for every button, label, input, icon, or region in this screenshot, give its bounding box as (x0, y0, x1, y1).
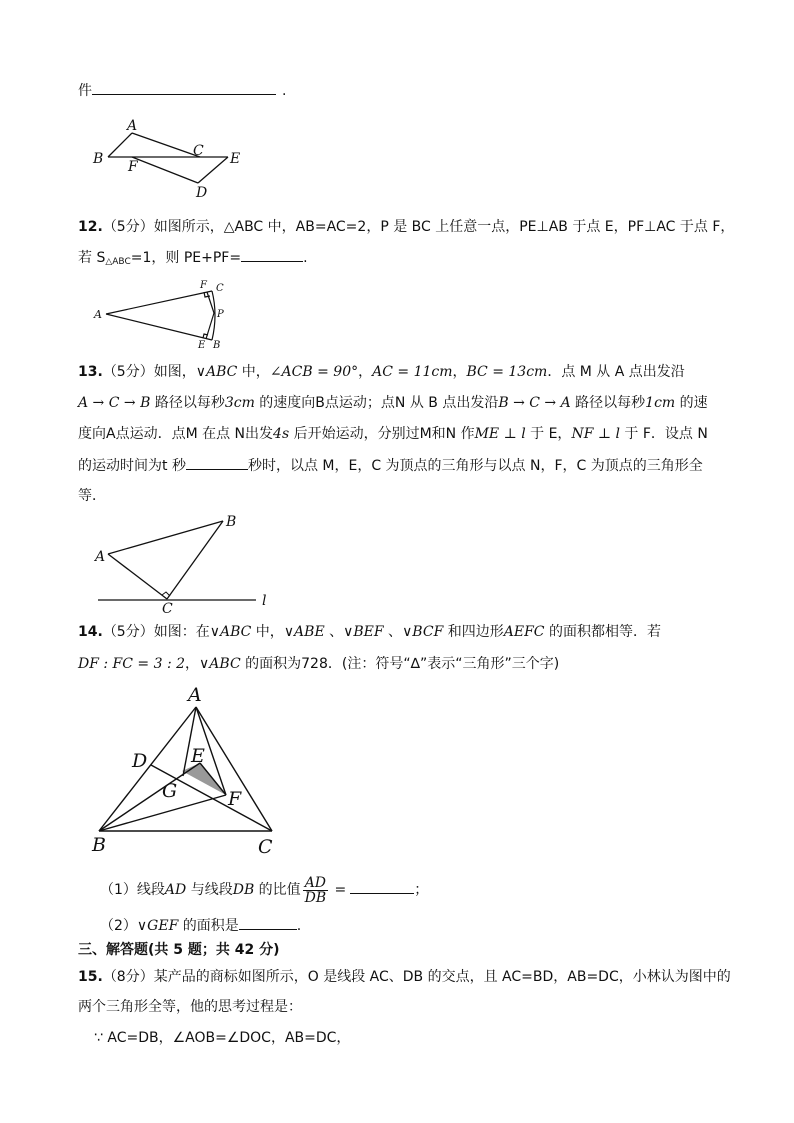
q13-line4 (78, 455, 703, 476)
q13-l4a: 的运动时间为t 秒 (78, 458, 186, 474)
q13-l4b: 秒时，以点 M，E，C 为顶点的三角形与以点 N，F，C 为顶点的三角形全 (247, 458, 703, 474)
q14-tri-bcf: ∨BCF (402, 624, 444, 640)
q14-l1c: 、 (324, 624, 344, 640)
q13-l1a: 如图， (153, 364, 196, 380)
q13-l3c: 于 E， (525, 426, 572, 442)
figure-q14 (90, 683, 290, 858)
fig14-label-d: D (132, 750, 148, 772)
q15-text3: ∵ AC=DB，∠AOB=∠DOC，AB=DC， (94, 1030, 351, 1046)
q14-l1d: 、 (383, 624, 403, 640)
q14-fraction-num: AD (304, 874, 327, 891)
q14-sub1-ad: AD (164, 882, 187, 898)
q14-sub1-eq: = (330, 882, 347, 898)
q12-text1: 如图所示，△ABC 中，AB=AC=2，P 是 BC 上任意一点，PE⊥AB 于点 E，PF⊥AC 于点 F， (153, 219, 735, 235)
q11-answer-line (78, 80, 286, 101)
fig11-label-c: C (193, 143, 204, 159)
fig11-label-d: D (196, 185, 208, 201)
fig11-label-a: A (127, 118, 138, 134)
q14-sub1a: （1）线段 (100, 882, 165, 898)
q14-sub1b: 与线段 (186, 882, 233, 898)
q13-l2b: 的速度向B点运动；点N 从 B 点出发沿 (254, 395, 499, 411)
q14-area: 728 (301, 656, 328, 672)
q14-ratio: DF : FC = 3 : 2 (78, 656, 186, 672)
fig12-label-p: P (217, 309, 224, 320)
q13-l3d: 于 F．设点 N (619, 426, 708, 442)
q14-tri-abe: ∨ABE (283, 624, 325, 640)
fig13-label-l: l (262, 593, 267, 609)
fig13-label-a: A (95, 549, 106, 565)
q12-line2 (78, 247, 308, 272)
fig12-label-e: E (198, 340, 206, 351)
q14-l1a: 如图：在 (153, 624, 210, 640)
q14-l1e: 和四边形 (443, 624, 504, 640)
q12-text2-suffix: . (303, 250, 308, 266)
q14-sub1c: 的比值 (254, 882, 301, 898)
q13-l1d: ， (452, 364, 467, 380)
q14-line2 (78, 654, 559, 674)
q13-l1e: ．点 M 从 A 点出发沿 (547, 364, 685, 380)
section3-title: 三、解答题(共 5 题；共 42 分) (78, 942, 280, 958)
q13-l3a: 度向A点运动．点M 在点 N出发 (78, 426, 274, 442)
q14-fraction (303, 876, 328, 905)
q15-score: （8分） (102, 969, 154, 985)
q13-l1b: 中， (237, 364, 270, 380)
q14-sub2b: 的面积是 (178, 918, 239, 934)
q11-answer-blank[interactable] (92, 80, 276, 95)
q13-path1: A → C → B (78, 395, 151, 411)
q12-number: 12. (78, 219, 103, 235)
q13-speed2: 1cm (645, 395, 676, 411)
fig12-label-b: B (213, 340, 221, 351)
q13-line5 (78, 486, 106, 506)
q14-l1b: 中， (251, 624, 284, 640)
q14-sub2-end: . (296, 918, 302, 934)
q12-score: （5分） (102, 219, 154, 235)
q14-sub1 (100, 875, 428, 905)
q14-number: 14. (78, 624, 103, 640)
q13-triangle: ∨ABC (195, 364, 238, 380)
fig11-label-b: B (93, 151, 104, 167)
q13-time: 4s (273, 426, 290, 442)
fig14-label-a: A (188, 684, 202, 706)
q13-l3b: 后开始运动，分别过M和N 作 (289, 426, 475, 442)
q14-sub2-tri: ∨GEF (136, 918, 179, 934)
q13-line1 (78, 362, 685, 382)
q13-l5: 等． (78, 488, 106, 504)
q15-number: 15. (78, 969, 103, 985)
q14-fraction-den: DB (304, 889, 327, 906)
fig14-label-c: C (258, 836, 273, 858)
q13-score: （5分） (102, 364, 154, 380)
q13-line2 (78, 393, 708, 413)
q14-sub2 (100, 915, 301, 936)
figure-q12 (90, 278, 240, 350)
q13-l2c: 路径以每秒 (570, 395, 646, 411)
q13-path2: B → C → A (498, 395, 571, 411)
q12-text2-mid: =1，则 PE+PF= (130, 250, 242, 266)
q13-l2a: 路径以每秒 (150, 395, 225, 411)
q15-line2 (78, 997, 302, 1017)
q13-me: ME ⊥ l (474, 426, 526, 442)
q15-line3 (94, 1028, 350, 1048)
q13-nf: NF ⊥ l (571, 426, 620, 442)
q13-bc: BC = 13cm (466, 364, 548, 380)
q15-text1: 某产品的商标如图所示，O 是线段 AC、DB 的交点，且 AC=BD，AB=DC，小林认为图中的 (153, 969, 731, 985)
q14-line1 (78, 622, 661, 642)
q13-l2d: 的速 (675, 395, 708, 411)
q14-score: （5分） (102, 624, 154, 640)
fig14-label-f: F (228, 788, 242, 810)
q12-line1 (78, 217, 734, 237)
q14-sub1-db: DB (232, 882, 255, 898)
fig12-label-f: F (200, 280, 207, 291)
q14-l2c: ．(注：符号“∆”表示“三角形”三个字) (327, 656, 560, 672)
q12-answer-blank[interactable] (241, 247, 303, 262)
q12-text2-sub: △ABC (105, 257, 131, 267)
fig11-label-f: F (128, 159, 138, 175)
q11-prefix: 件 (78, 83, 92, 99)
q14-sub2-answer-blank[interactable] (239, 915, 297, 930)
q14-sub2a: （2） (100, 918, 137, 934)
q13-line3 (78, 424, 708, 444)
q13-number: 13. (78, 364, 103, 380)
q15-line1 (78, 967, 731, 987)
q13-answer-blank[interactable] (186, 455, 248, 470)
q14-sub1-answer-blank[interactable] (350, 879, 414, 894)
q14-l1f: 的面积都相等．若 (544, 624, 661, 640)
fig14-label-b: B (92, 834, 106, 856)
q14-sub1-end: ； (414, 882, 429, 898)
q13-angle: ∠ACB = 90° (269, 364, 359, 380)
fig14-label-e: E (191, 745, 205, 767)
fig14-label-g: G (162, 780, 178, 802)
q14-tri-abc: ∨ABC (209, 624, 252, 640)
fig13-label-c: C (162, 601, 173, 617)
fig13-label-b: B (226, 514, 237, 530)
q12-text2-prefix: 若 S (78, 250, 106, 266)
q13-speed1: 3cm (224, 395, 255, 411)
fig12-label-a: A (94, 308, 102, 321)
q14-quad: AEFC (503, 624, 545, 640)
q14-tri-bef: ∨BEF (343, 624, 384, 640)
q14-l2b: 的面积为 (240, 656, 302, 672)
q13-ac: AC = 11cm (372, 364, 453, 380)
fig11-label-e: E (230, 151, 241, 167)
q13-l1c: ， (358, 364, 373, 380)
figure-q11 (90, 115, 260, 205)
q14-l2a: ， (185, 656, 200, 672)
fig12-label-c: C (216, 283, 224, 294)
q14-tri-abc-2: ∨ABC (199, 656, 241, 672)
figure-q13 (90, 512, 280, 617)
q11-suffix: . (282, 83, 287, 99)
q15-text2: 两个三角形全等，他的思考过程是： (78, 999, 302, 1015)
